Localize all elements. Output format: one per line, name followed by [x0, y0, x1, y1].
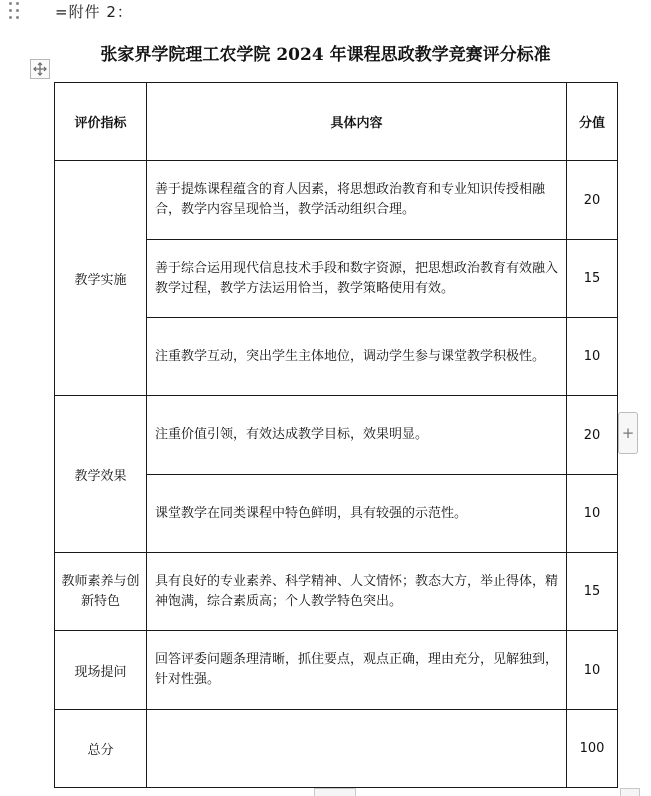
- total-label: 总分: [55, 710, 147, 788]
- content-cell: 注重教学互动，突出学生主体地位，调动学生参与课堂教学积极性。: [147, 318, 567, 396]
- indicator-cell: 现场提问: [55, 631, 147, 710]
- content-cell: 注重价值引领，有效达成教学目标，效果明显。: [147, 396, 567, 475]
- score-cell: 10: [567, 475, 618, 553]
- table-row: [55, 161, 618, 240]
- content-cell: 回答评委问题条理清晰，抓住要点，观点正确，理由充分，见解独到，针对性强。: [147, 631, 567, 710]
- score-cell: 15: [567, 240, 618, 318]
- drag-handle-icon[interactable]: [9, 2, 23, 20]
- content-cell: 课堂教学在同类课程中特色鲜明，具有较强的示范性。: [147, 475, 567, 553]
- score-cell: 10: [567, 631, 618, 710]
- total-content: [147, 710, 567, 788]
- table-row: [55, 631, 618, 710]
- indicator-cell: 教学实施: [55, 161, 147, 396]
- attachment-label: =附件 2：: [55, 3, 133, 21]
- header-score: 分值: [567, 83, 618, 161]
- header-content: 具体内容: [147, 83, 567, 161]
- indicator-cell: 教学效果: [55, 396, 147, 553]
- score-cell: 10: [567, 318, 618, 396]
- content-cell: 善于综合运用现代信息技术手段和数字资源，把思想政治教育有效融入教学过程，教学方法运用恰当，教学策略使用有效。: [147, 240, 567, 318]
- score-cell: 15: [567, 553, 618, 631]
- content-cell: 具有良好的专业素养、科学精神、人文情怀；教态大方，举止得体，精神饱满，综合素质高；个人教学特色突出。: [147, 553, 567, 631]
- plus-icon[interactable]: +: [618, 412, 638, 454]
- scoring-table: [54, 82, 618, 788]
- table-row: [55, 396, 618, 475]
- table-move-icon[interactable]: [30, 59, 50, 79]
- content-cell: 善于提炼课程蕴含的育人因素，将思想政治教育和专业知识传授相融合，教学内容呈现恰当，教学活动组织合理。: [147, 161, 567, 240]
- score-cell: 20: [567, 161, 618, 240]
- header-indicator: 评价指标: [55, 83, 147, 161]
- table-row: [55, 553, 618, 631]
- total-row: [55, 710, 618, 788]
- table-header-row: [55, 83, 618, 161]
- document-title: 张家界学院理工农学院 2024 年课程思政教学竞赛评分标准: [100, 45, 551, 65]
- indicator-cell: 教师素养与创新特色: [55, 553, 147, 631]
- score-cell: 20: [567, 396, 618, 475]
- total-score: 100: [567, 710, 618, 788]
